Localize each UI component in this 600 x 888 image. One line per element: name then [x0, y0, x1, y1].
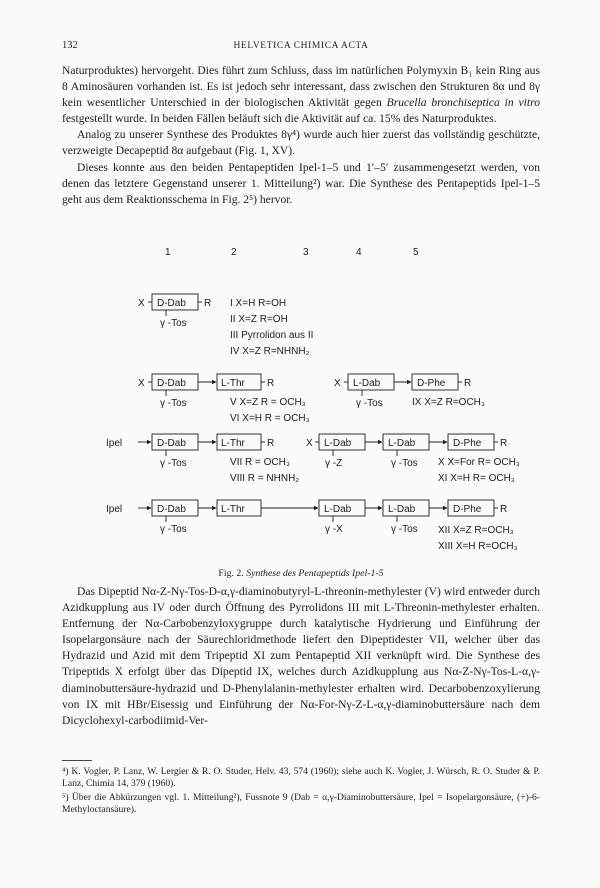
row3-legend2: XI X=H R= OCH₃ — [438, 473, 515, 484]
row3-side3: γ -Z — [325, 458, 343, 469]
page-number: 132 — [62, 40, 78, 51]
row4-box5: D-Phe — [453, 504, 482, 515]
row3-side4: γ -Tos — [391, 458, 418, 469]
row2-box2: L-Thr — [221, 378, 245, 389]
body-text-bottom — [62, 584, 540, 729]
col-number: 2 — [231, 247, 237, 258]
row4-side4: γ -Tos — [391, 524, 418, 535]
col-number: 1 — [165, 247, 171, 258]
row2-right-side: γ -Tos — [356, 398, 383, 409]
row3-box5: D-Phe — [453, 438, 482, 449]
row2-legend: VI X=H R = OCH₃ — [230, 413, 310, 424]
row1-legend: I X=H R=OH — [230, 298, 287, 309]
row2-right-box1: L-Dab — [353, 378, 381, 389]
paragraph-4: Das Dipeptid Nα-Z-Nγ-Tos-D-α,γ-diaminobutyryl-L-threonin-methylester (V) wird entweder durch Azidkupplung aus IV oder durch Öffnung des Pyrrolidons III mit L-Threonin-methylester erhalten. Entfernung der Nα-Carbobenzyloxygruppe durch katalytische Hydrierung und Einführung der Isopelargonsäure nach der Säurechloridmethode liefert den Dipeptidester VII, welcher über das Hydrazid und Azid mit dem Tripeptid XI zum Pentapeptid XII verknüpft wird. Die Synthese des Tripeptids X erfolgt über das Dipeptid IX, welches durch Azidkupplung aus Nα-Z-Nγ-Tos-L-α,γ-diaminobuttersäure-hydrazid und D-Phenylalanin-methylester erhalten wird. Decarbobenzoxylierung von IX mit HBr/Eisessig und Einführung der Nα-For-Nγ-Z-L-α,γ-diaminobuttersäure nach dem Dicyclohexyl-carbodiimid-Ver- — [62, 585, 540, 727]
row4-legend: XII X=Z R=OCH₃ — [438, 525, 514, 536]
paragraph-3: Dieses konnte aus den beiden Pentapeptiden Ipel-1–5 und 1′–5′ zusammengesetzt werden, von denen das letztere Gegenstand unserer 1. Mitteilung²) war. Die Synthese des Pentapeptids Ipel-1–5 geht aus dem Reaktionsschema in Fig. 2⁵) hervor. — [62, 160, 540, 206]
row2-legend: V X=Z R = OCH₃ — [230, 397, 306, 408]
footnote-5: ⁵) Über die Abkürzungen vgl. 1. Mitteilung²), Fussnote 9 (Dab = α,γ-Diaminobuttersäure, Ipel = Isopelargonsäure, (+)-6-Methyloctansäure). — [62, 792, 540, 816]
row4-box3: L-Dab — [324, 504, 352, 515]
row1-box: D-Dab — [157, 298, 186, 309]
journal-title: HELVETICA CHIMICA ACTA — [233, 41, 369, 51]
row3-legend: VIII R = NHNH₂ — [230, 473, 300, 484]
col-number: 3 — [303, 247, 309, 258]
row1-legend: III Pyrrolidon aus II — [230, 330, 314, 341]
row1-suffix: R — [204, 298, 212, 309]
row2-suffix: R — [267, 378, 275, 389]
body-text-top — [62, 63, 540, 208]
row2-prefix: X — [138, 378, 145, 389]
row3-box2: L-Thr — [221, 438, 245, 449]
row3-suffix: R — [267, 438, 275, 449]
row2-right-legend: IX X=Z R=OCH₃ — [412, 397, 485, 408]
row4-side1: γ -Tos — [160, 524, 187, 535]
row1-legend: IV X=Z R=NHNH₂ — [230, 346, 310, 357]
footnote-4: ⁴) K. Vogler, P. Lanz, W. Lergier & R. O. Studer, Helv. 43, 574 (1960); siehe auch K. Vogler, J. Würsch, R. O. Studer & P. Lanz, Chimia 14, 379 (1960). — [62, 766, 540, 790]
paragraph-2: Analog zu unserer Synthese des Produktes 8γ⁴) wurde auch hier zuerst das vollständig geschützte, verzweigte Decapeptid 8α aufgebaut (Fig. 1, XV). — [62, 128, 540, 158]
row3-legend2: X X=For R= OCH₃ — [438, 457, 520, 468]
row2-side: γ -Tos — [160, 398, 187, 409]
row3-box3: L-Dab — [324, 438, 352, 449]
figure-caption: Fig. 2. Synthese des Pentapeptids Ipel-1-5 — [218, 568, 384, 579]
row2-right-box2: D-Phe — [417, 378, 446, 389]
row4-box4: L-Dab — [388, 504, 416, 515]
row2-right-prefix: X — [334, 378, 341, 389]
row3-box1: D-Dab — [157, 438, 186, 449]
row1-prefix: X — [138, 298, 145, 309]
col-number: 4 — [356, 247, 362, 258]
row2-box1: D-Dab — [157, 378, 186, 389]
row4-suffix: R — [500, 504, 508, 515]
row1-legend: II X=Z R=OH — [230, 314, 288, 325]
row1-side: γ -Tos — [160, 318, 187, 329]
footnote-rule — [62, 760, 92, 761]
row4-box1: D-Dab — [157, 504, 186, 515]
row4-prefix: Ipel — [106, 504, 123, 515]
row4-side3: γ -X — [325, 524, 343, 535]
row3-x: X — [306, 438, 313, 449]
row3-side: γ -Tos — [160, 458, 187, 469]
row4-legend: XIII X=H R=OCH₃ — [438, 541, 518, 552]
row4-box2: L-Thr — [221, 504, 245, 515]
row3-prefix: Ipel — [106, 438, 123, 449]
row3-legend: VII R = OCH₃ — [230, 457, 290, 468]
reaction-scheme-svg — [62, 243, 540, 565]
row3-suffix2: R — [500, 438, 508, 449]
reaction-scheme-figure — [62, 243, 540, 565]
row2-right-suffix: R — [464, 378, 472, 389]
paragraph-1: Naturproduktes) hervorgeht. Dies führt zum Schluss, dass im natürlichen Polymyxin B₁ kein Ring aus 8 Aminosäuren vorhanden ist. Es ist jedoch sehr interessant, dass zwischen den Strukturen 8α und 8γ kein wesentlicher Unterschied in der biologischen Aktivität gegen Brucella bronchiseptica in vitro festgestellt wurde. In beiden Fällen beläuft sich die Aktivität auf ca. 15% des Naturproduktes. — [62, 64, 541, 126]
row3-box4: L-Dab — [388, 438, 416, 449]
col-number: 5 — [413, 247, 419, 258]
